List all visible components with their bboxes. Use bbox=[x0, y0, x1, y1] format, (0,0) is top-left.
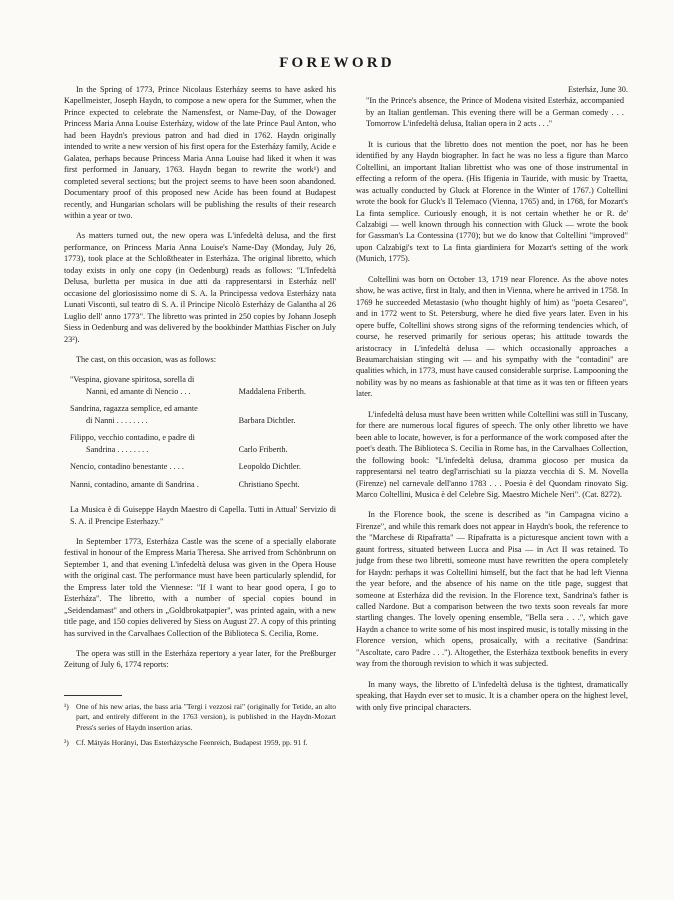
footnote-divider bbox=[64, 695, 122, 696]
right-column bbox=[356, 84, 628, 722]
paragraph: The opera was still in the Esterháza repertory a year later, for the Preßburger Zeitung of July 6, 1774 reports: bbox=[64, 649, 336, 670]
footnote-mark: ¹) bbox=[64, 701, 69, 711]
footnote-mark: ²) bbox=[64, 737, 69, 747]
cast-closing: La Musica è di Guiseppe Haydn Maestro di Capella. Tutti in Attual' Servizio di S. A. il Prencipe Esterhazy." bbox=[70, 505, 336, 526]
cast-list bbox=[64, 374, 336, 496]
cast-role: Filippo, vecchio contadino, e padre di bbox=[70, 433, 195, 443]
cast-actor: Barbara Dichtler. bbox=[238, 415, 296, 425]
paragraph: Coltellini was born on October 13, 1719 near Florence. As the above notes show, he was active, first in Italy, and then in Vienna, where he arrived in 1758. In 1769 he succeeded Metastasio (who thought highly of him) as "poeta Cesareo", and in 1772 went to St. Petersburg, where he died five years later. Even in his opere buffe, Coltellini shows strong signs of the reforming tendencies which, of course, he reserved primarily for serious operas; his attitude towards the aristocracy in L'infedeltà delusa — which occasionally approaches a Beaumarchaisian stinging wit — and his sympathy with the "contadini" are qualities which, in 1773, must have caused considerable surprise. Lampooning the nobility was by no means as fashionable at that time as it was ten or fifteen years later. bbox=[356, 274, 628, 399]
cast-role: Nencio, contadino benestante bbox=[70, 462, 168, 472]
cast-actor: Christiano Specht. bbox=[238, 479, 300, 489]
cast-actor: Leopoldo Dichtler. bbox=[238, 462, 301, 472]
paragraph: L'infedeltà delusa must have been written while Coltellini was still in Tuscany, for there are numerous local figures of speech. The only other libretto we have been able to locate, however, is for a performance of the work composed after the poet's death. The Biblioteca S. Cecilia in Rome has, in the Carvalhaes Collection, the following book: "L'infedeltà delusa, dramma giocoso per musica da rappresentarsi nel teatro degl'arrischiati su la piazza vecchia di S. M. Novella (Firenze) nel carnevale dell'anno 1783 . . . Poesia è del Quondam rinovato Sig. Marco Coltellini, Musica è del Celebre Sig. Maestro Michele Neri". (Cat. 8272). bbox=[356, 409, 628, 499]
cast-actor: Carlo Friberth. bbox=[238, 444, 288, 454]
dateline: Esterház, June 30. bbox=[567, 85, 628, 94]
paragraph: In many ways, the libretto of L'infedeltà delusa is the tightest, dramatically speaking, that Haydn ever set to music. It is a chamber opera on the highest level, with only five principal characters. bbox=[356, 679, 628, 712]
cast-intro: The cast, on this occasion, was as follows: bbox=[76, 354, 216, 364]
page-title: FOREWORD bbox=[279, 55, 395, 71]
paragraph: In the Spring of 1773, Prince Nicolaus Esterházy seems to have asked his Kapellmeister, Joseph Haydn, to compose a new opera for the Summer, when the Prince expected to celebrate the Namensfest, or Name-Day, of the Dowager Princess Maria Anna Louise Esterházy, widow of the late Prince Paul Anton, who had been Haydn's previous patron and had died in 1762. Haydn originally intended to write a new version of his first opera for the Esterházy family, Acide e Galatea, perhaps because Princess Maria Anna Louise had liked it when it was first performed in January, 1763. Haydn began to rewrite the work¹) and completed several sections; but the project seems to have been soon abandoned. Documentary proof of this proposed new Acide has been found at Budapest recently, and Hungarian scholars will be publishing the results of their research within a year or two. bbox=[64, 85, 336, 220]
cast-role: Sandrina, ragazza semplice, ed amante bbox=[70, 404, 198, 414]
cast-role-cont: Sandrina bbox=[86, 444, 116, 454]
cast-role-cont: Nanni, ed amante di Nencio bbox=[86, 386, 179, 396]
cast-actor: Maddalena Friberth. bbox=[238, 386, 306, 396]
cast-row: Nanni, contadino, amante di Sandrina . Christiano Specht. bbox=[64, 479, 336, 496]
paragraph: In September 1773, Esterháza Castle was the scene of a specially elaborate festival in honour of the Empress Maria Theresa. She arrived from Schönbrunn on September 1, and that evening L'infedeltà delusa was given in the Opera House with the original cast. The performance must have been particularly splendid, for the Empress later told the Viennese: "If I want to hear good opera, I go to Esterháza". The libretto, with a number of special copies bound in „Seidendamast" and others in „Goldbrokatpapier", was printed again, with a new title page, and 150 copies delivered by Siess on August 27. A copy of this printing has survived in the Carvalhaes Collection of the Biblioteca S. Cecilia, Rome. bbox=[64, 536, 336, 638]
footnote-text: One of his new arias, the bass aria "Tergi i vezzosi rai" (originally for Tetide, an alto part, and entirely different in the 1763 version), is published in the Haydn-Mozart Press's series of Haydn insertion arias. bbox=[76, 701, 336, 732]
cast-row: Sandrina, ragazza semplice, ed amante di Nanni . . . . . . . . Barbara Dichtler. bbox=[64, 403, 336, 432]
footnote bbox=[64, 738, 336, 748]
cast-role-cont: di Nanni bbox=[86, 415, 115, 425]
cast-role: "Vespina, giovane spiritosa, sorella di bbox=[70, 375, 195, 385]
paragraph: It is curious that the libretto does not mention the poet, nor has he been identified by any Haydn biographer. In fact he was no less a figure than Marco Coltellini, an important Italian librettist who was one of those instrumental in effecting a reform of the opera. (His Ifigenia in Tauride, with music by Traetta, was actually conducted by Gluck at Florence in the Winter of 1767.) Coltellini wrote the book for Gluck's Il Telemaco (Vienna, 1765) and, in 1768, for Mozart's La finta semplice. Curiously enough, it is not certain whether he or R. de' Calzabigi — well known through his connection with Gluck — wrote the book for Gassman's La Contessina (1770); but we do know that Coltellini "improved" upon Calzabigi's text to La finta giardiniera for Mozart's setting of the work (Munich, 1775). bbox=[356, 139, 628, 264]
footnote-text: Cf. Mátyás Horányi, Das Esterházysche Feenreich, Budapest 1959, pp. 91 f. bbox=[76, 737, 308, 747]
cast-role: Nanni, contadino, amante di Sandrina bbox=[70, 479, 195, 489]
paragraph: As matters turned out, the new opera was L'infedeltà delusa, and the first performance, on Princess Maria Anna Louise's Name-Day (Monday, July 26, 1773), took place at the Schloßtheater in Esterháza. The original libretto, which today exists in only one copy (in Oedenburg) reads as follows: "L'Infedeltà Delusa, burletta per musica in due atti da rappresentarsi in Esterház nell' occasione del gloriosissimo nome di S. A. la Principessa vedova Esterházy nata Lunati Visconti, sul teatro di S. A. il Principe Nicolò Esterházy de Galantha al 26 Luglio dell' anno 1773". The libretto was printed in 250 copies by Johann Joseph Siess in Oedenburg and was delivered by the bookbinder Matthias Fischer on July 23²). bbox=[64, 231, 336, 344]
left-column bbox=[64, 84, 336, 753]
footnote bbox=[64, 702, 336, 733]
newspaper-quote: "In the Prince's absence, the Prince of Modena visited Esterház, accompanied by an Italian gentleman. This evening there will be a German comedy . . . Tomorrow L'infedeltà delusa, Italian opera in 2 acts . . ." bbox=[366, 96, 624, 129]
cast-row: Filippo, vecchio contadino, e padre di Sandrina . . . . . . . . Carlo Friberth. bbox=[64, 432, 336, 461]
cast-row: "Vespina, giovane spiritosa, sorella di Nanni, ed amante di Nencio . . . Maddalena Friberth. bbox=[64, 374, 336, 403]
paragraph: In the Florence book, the scene is described as "in Campagna vicino a Firenze", and while this remark does not appear in Haydn's book, the reference to the "Marchese di Ripafratta" — Ripafratta is a picturesque ancient town with a gaunt fortress, situated between Lucca and Pisa — in Act II was retained. To judge from these two libretti, someone must have rewritten the opera completely for Haydn: perhaps it was Coltellini himself, but the fact that he had left Vienna the year before, and the absence of his name on the title page, suggest that someone at Esterháza did the revision. In the Florence text, Sandrina's father is called Nardone. But a comparison between the two texts soon reveals far more startling changes. The lovely opening ensemble, "Bella sera . . .", which gave Haydn a chance to write some of his most inspired music, is totally missing in the Florence version, which opens, prosaically, with a recitative (Sandrina: "Ascoltate, caro Padre . . ."). Altogether, the Esterháza textbook benefits in every way from the thorough revision to which it was subjected. bbox=[356, 510, 628, 669]
cast-row: Nencio, contadino benestante . . . . Leopoldo Dichtler. bbox=[64, 461, 336, 478]
